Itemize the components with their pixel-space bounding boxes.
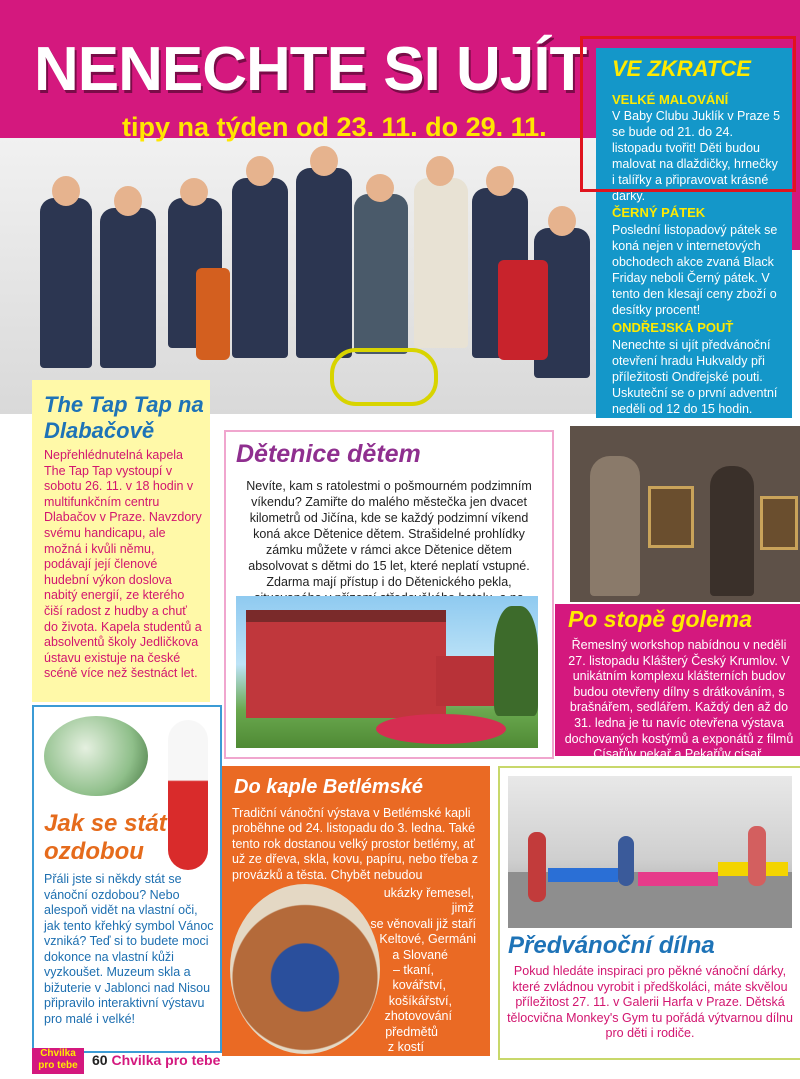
kaple-line: z kostí (387, 1040, 424, 1055)
band-member-head (246, 156, 274, 186)
magazine-name: Chvilka pro tebe (111, 1052, 221, 1068)
ve-zkratce-title: VE ZKRATCE (612, 56, 751, 81)
vz-item-heading: VELKÉ MALOVÁNÍ (612, 92, 729, 107)
band-member-head (426, 156, 454, 186)
kids-table (548, 868, 618, 882)
magazine-logo: Chvilka pro tebe (32, 1048, 84, 1074)
band-member (40, 198, 92, 368)
vz-item-text: Poslední listopadový pátek se koná nejen v internetových obchodech akce zvaná Black Friday neboli Černý pátek. V tento den klesají ceny zboží o desítky procent! (612, 223, 778, 317)
band-member (414, 178, 468, 348)
exhibition-photo (570, 426, 800, 602)
nativity-gingerbread-photo (230, 884, 380, 1054)
page-subtitle: tipy na týden od 23. 11. do 29. 11. (122, 112, 547, 142)
band-member-head (486, 166, 514, 196)
ozdoba-title: Jak se stát ozdobou (44, 810, 167, 865)
kaple-line: a rohoviny. (373, 1055, 434, 1070)
bird-ornament (44, 716, 148, 796)
page-title: NENECHTE SI UJÍT (34, 35, 587, 104)
golem-title: Po stopě golema (568, 606, 753, 632)
detenice-title: Dětenice dětem (236, 440, 421, 468)
kids-table (638, 872, 718, 886)
band-member (232, 178, 288, 358)
vz-item-text: V Baby Clubu Juklík v Praze 5 se bude od 21. do 24. listopadu tvořit! Děti budou malovat na dlaždičky, hrnečky i talířky a připravovat krásné dárky. (612, 109, 781, 203)
mona-lisa-painting (648, 486, 694, 548)
golem-text: Řemeslný workshop nabídnou v neděli 27. listopadu Klášterý Český Krumlov. V unikátním komplexu klášterních budov budou otevřeny dílny s drátkováním, s brašnářem, sedlářem. Každý den až do 31. ledna je tu navíc otevřena výstava dochovaných kostýmů a exponátů z filmů Císařův pekař a Pekařův císař. (564, 638, 794, 762)
mona-lisa-painting (760, 496, 798, 550)
conga-drum (498, 260, 548, 360)
highlight-box (580, 36, 796, 192)
djembe-drum (196, 268, 230, 360)
page-footer (92, 1052, 220, 1068)
band-member-head (180, 178, 208, 206)
yellow-bicycle (330, 348, 438, 406)
band-member (100, 208, 156, 368)
page-number: 60 (92, 1052, 108, 1068)
kaple-line: zhotovování (384, 1009, 452, 1024)
band-photo (0, 138, 600, 414)
chateau-photo (236, 596, 538, 748)
kaple-line: – tkaní, (393, 963, 434, 978)
band-member (296, 168, 352, 358)
tap-tap-title: The Tap Tap na Dlabačově (44, 392, 204, 443)
band-member-head (310, 146, 338, 176)
band-member (354, 194, 408, 354)
dilna-text: Pokud hledáte inspiraci pro pěkné vánoční dárky, které zvládnou vyrobit i předškoláci, máte skvělou příležitost 27. 11. v Galerii Harfa v Praze. Dětská tělocvična Monkey's Gym tu pořádá výtvarnou dílnu pro děti i rodiče. (507, 964, 793, 1041)
chateau-roof (246, 610, 446, 622)
vz-item-text: Nenechte si ujít předvánoční otevření hradu Hukvaldy při příležitosti Ondřejské pouti. Uskuteční se o první adventní neděli od 12 do 15 hodin. (612, 338, 778, 416)
workshop-photo (508, 776, 792, 928)
kaple-line: předmětů (385, 1024, 438, 1039)
detenice-text: Nevíte, kam s ratolestmi o pošmourném podzimním víkendu? Zamiřte do malého městečka jen dvacet kilometrů od Jičína, kde se každý podzimní víkend koná akce Dětenice dětem. Strašidelné prohlídky zámku můžete v rámci akce Dětenice dětem absolvovat s dětmi do 15 let, které neplatí vstupné. Zdarma mají přístup i do Dětenického pekla, (246, 479, 532, 589)
kaple-line: ukázky řemesel, jimž (383, 886, 474, 916)
kaple-line: košíkářství, (388, 993, 452, 1008)
ozdoba-text: Přáli jste si někdy stát se vánoční ozdobou? Nebo alespoň vidět na vlastní oči, jak tento křehký symbol Vánoc vzniká? Teď si to budete moci dokonce na vlastní kůži vyzkoušet. Muzeum skla a bižuterie v Jablonci nad Nisou připravilo interaktivní výstavu pro malé i velké! (44, 872, 214, 1026)
kaple-line: kovářství, (392, 978, 446, 993)
flowerbed (376, 714, 506, 744)
band-member-head (52, 176, 80, 206)
band-member-head (366, 174, 394, 202)
tap-tap-text: Nepřehlédnutelná kapela The Tap Tap vystoupí v sobotu 26. 11. v 18 hodin v multifunkčním centru Dlabačov v Praze. Navzdory svému handicapu, ale možná i kvůli němu, podávají její členové hudební výkon doslova nabitý energií, ze kterého čiší radost z hudby a chuť do života. Kapela studentů a absolventů školy Jedličkova ústavu existuje na české scéně více než šestnáct let. (44, 448, 202, 681)
kaple-line: a Slované (392, 947, 448, 962)
child (748, 826, 766, 886)
costume-mannequin (590, 456, 640, 596)
vz-item-heading: ČERNÝ PÁTEK (612, 205, 706, 220)
chateau-building (246, 618, 446, 718)
kaple-title: Do kaple Betlémské (234, 776, 423, 798)
kaple-line: Keltové, Germáni (379, 932, 476, 947)
child (528, 832, 546, 902)
band-member-head (114, 186, 142, 216)
dilna-title: Předvánoční dílna (508, 932, 715, 959)
kaple-text-continued (364, 886, 486, 1071)
kaple-text: Tradiční vánoční výstava v Betlémské kapli proběhne od 24. listopadu do 3. ledna. Také tento rok dostanou velký prostor betlémy, ať už ze dřeva, skla, kovu, papíru, nebo třeba z provázků a těsta. Chybět nebudou (232, 806, 478, 882)
kaple-line: se věnovali již staří (370, 916, 476, 931)
costume-mannequin (710, 466, 754, 596)
tree (494, 606, 538, 716)
band-member-head (548, 206, 576, 236)
child (618, 836, 634, 886)
vz-item-heading: ONDŘEJSKÁ POUŤ (612, 320, 734, 335)
